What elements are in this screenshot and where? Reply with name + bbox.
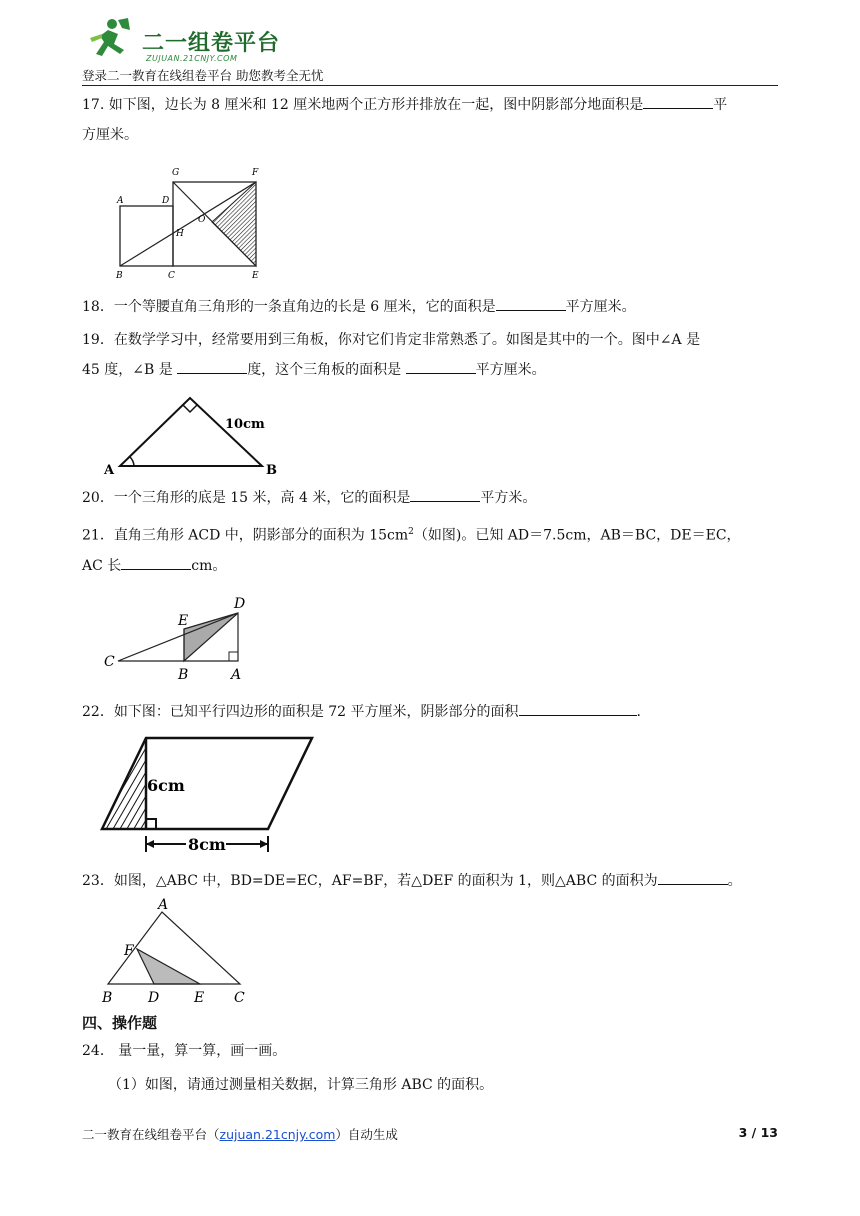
q20-answer-blank[interactable]: [410, 485, 480, 502]
label-C: C: [168, 271, 175, 280]
q17-text: 17. 如下图，边长为 8 厘米和 12 厘米地两个正方形并排放在一起，图中阴影部分地面积是: [82, 97, 644, 113]
question-22: [82, 697, 782, 727]
q21-answer-blank[interactable]: [121, 553, 191, 570]
q23-answer-blank[interactable]: [658, 868, 728, 885]
q18-text: 18．一个等腰直角三角形的一条直角边的长是 6 厘米，它的面积是: [82, 299, 496, 315]
q21-text-b: （如图)。已知 AD＝7.5cm，AB＝BC，DE＝EC，: [413, 527, 741, 544]
header-divider: [82, 85, 778, 86]
q23-label-E: E: [194, 990, 205, 1006]
q23-label-F: F: [124, 943, 134, 959]
runner-logo-icon: [88, 16, 142, 62]
label-D: D: [162, 196, 170, 206]
q21-superscript: 2: [408, 527, 414, 537]
q21-label-D: D: [234, 596, 246, 612]
label-F: F: [252, 168, 259, 178]
q23-label-C: C: [234, 990, 245, 1006]
q19-side-label: 10cm: [225, 417, 265, 432]
question-17: [82, 90, 782, 150]
q19-text: 19．在数学学习中，经常要用到三角板，你对它们肯定非常熟悉了。如图是其中的一个。图中∠A 是: [82, 332, 701, 348]
q19-area-blank[interactable]: [406, 357, 476, 374]
question-18: [82, 292, 782, 322]
label-G: G: [172, 168, 180, 178]
logo: [88, 16, 288, 66]
q22-answer-blank[interactable]: [519, 699, 637, 716]
q22-base-label: 8cm: [188, 835, 226, 854]
q21-text: 21．直角三角形 ACD 中，阴影部分的面积为 15cm: [82, 527, 409, 544]
question-24-part-1: （1）如图，请通过测量相关数据，计算三角形 ABC 的面积。: [108, 1077, 494, 1093]
q21-label-C: C: [104, 654, 115, 670]
q20-text-b: 平方米。: [480, 490, 537, 506]
q19-figure: [100, 392, 290, 478]
question-21: [82, 517, 782, 581]
label-E: E: [252, 271, 259, 280]
question-23: [82, 866, 782, 896]
q21-label-E: E: [178, 613, 189, 629]
q17-text-c: 方厘米。: [82, 127, 138, 143]
label-O: O: [198, 215, 206, 225]
q22-text-b: .: [636, 704, 641, 720]
logo-subtext: ZUJUAN.21CNJY.COM: [146, 54, 238, 63]
question-19: [82, 325, 782, 385]
label-H: H: [176, 229, 184, 239]
q18-answer-blank[interactable]: [496, 294, 566, 311]
footer-link[interactable]: zujuan.21cnjy.com: [219, 1127, 336, 1142]
q19-text-d: 平方厘米。: [475, 362, 546, 378]
section-operation-title: 四、操作题: [82, 1014, 158, 1032]
q18-text-b: 平方厘米。: [565, 299, 636, 315]
q23-figure: [96, 898, 256, 1008]
logo-text: 二一组卷平台: [142, 31, 281, 56]
q23-label-A: A: [158, 898, 169, 913]
q19-label-B: B: [266, 463, 277, 478]
q22-text: 22．如下图：已知平行四边形的面积是 72 平方厘米，阴影部分的面积: [82, 704, 519, 720]
question-20: [82, 483, 782, 513]
label-B: B: [116, 271, 123, 280]
q22-height-label: 6cm: [147, 776, 185, 795]
q21-label-A: A: [231, 667, 242, 683]
footer-text: 二一教育在线组卷平台（: [82, 1127, 220, 1142]
footer: [82, 1125, 778, 1143]
q21-label-B: B: [178, 667, 189, 683]
question-24: 24． 量一量，算一算，画一画。: [82, 1043, 287, 1059]
q21-text-c: AC 长: [82, 557, 122, 574]
q22-figure: [98, 734, 318, 858]
q23-label-B: B: [102, 990, 113, 1006]
header-tagline: 登录二一教育在线组卷平台 助您教考全无忧: [82, 68, 324, 83]
label-A: A: [117, 196, 124, 206]
q21-text-d: cm。: [191, 557, 227, 574]
q17-figure: [108, 162, 278, 280]
page-number: 3 / 13: [738, 1125, 778, 1140]
q17-text-b: 平: [713, 97, 728, 113]
q19-label-A: A: [104, 463, 115, 478]
footer-text-b: ）自动生成: [335, 1127, 398, 1142]
q23-text: 23．如图，△ABC 中，BD=DE=EC，AF=BF，若△DEF 的面积为 1，则△ABC 的面积为: [82, 873, 658, 889]
q23-label-D: D: [148, 990, 160, 1006]
q21-figure: [100, 593, 260, 685]
q23-text-b: 。: [727, 873, 742, 889]
q17-answer-blank[interactable]: [643, 92, 713, 109]
q19-text-c: 度，这个三角板的面积是: [247, 362, 406, 378]
q20-text: 20．一个三角形的底是 15 米，高 4 米，它的面积是: [82, 490, 411, 506]
q19-angle-blank[interactable]: [177, 357, 247, 374]
q19-text-b: 45 度，∠B 是: [82, 362, 178, 378]
